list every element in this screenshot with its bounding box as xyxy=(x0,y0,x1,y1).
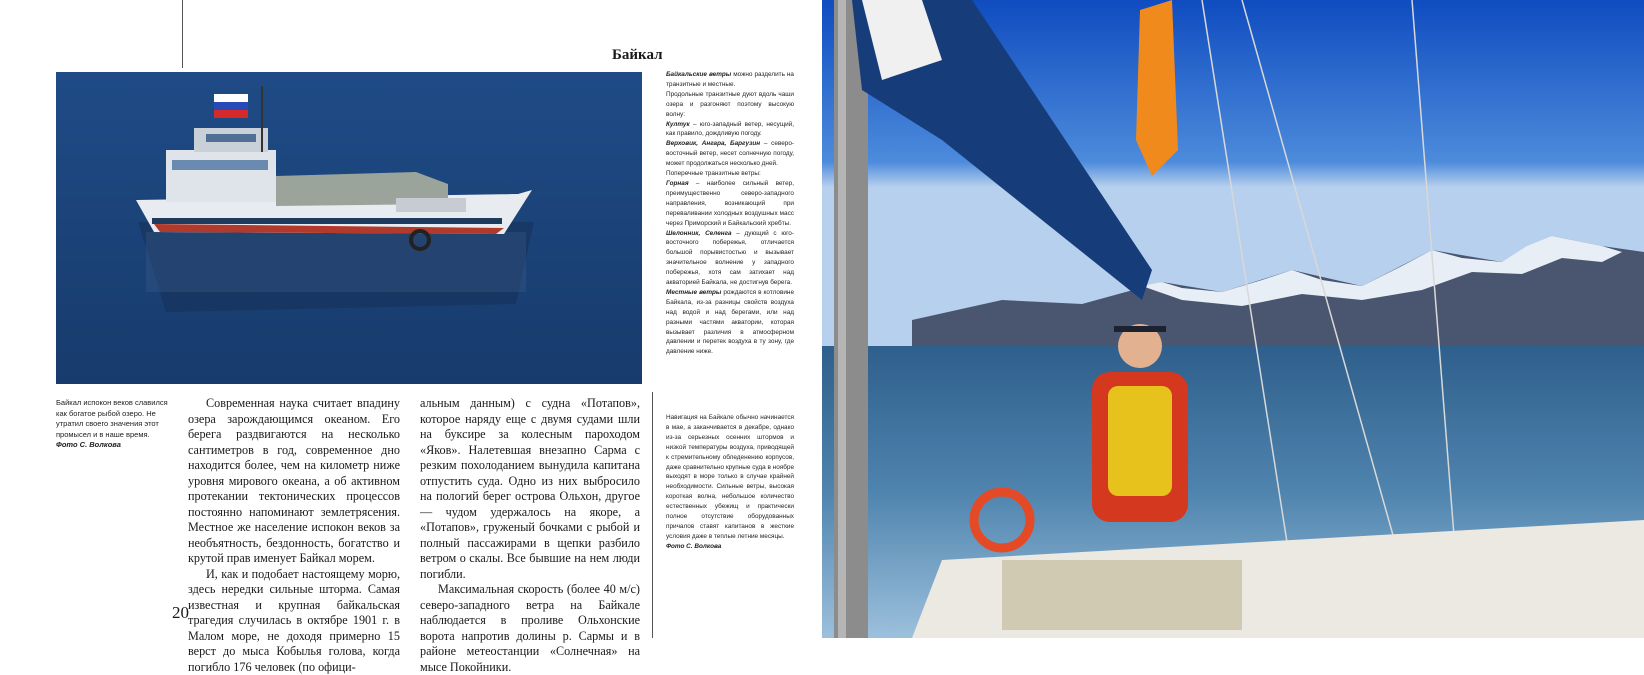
article-paragraph: Максимальная скорость (более 40 м/с) северо-западного ветра на Байкале наблюдается в проливе Ольхонские ворота напротив долины р. Сармы и в районе метеостанции «Солнечная» на мысе Покойники. xyxy=(420,582,640,675)
sidebar-text: – наиболее сильный ветер, преимущественно северо-западного направления, возникающий при переваливании холодных воздушных масс через Приморский и Байкальский хребты. xyxy=(666,180,794,227)
sidebar-text: Продольные транзитные дуют вдоль чаши озера и разгоняют поэтому высокую волну: xyxy=(666,90,794,120)
column-rule-bottom xyxy=(652,392,653,638)
photo-credit: Фото С. Волкова xyxy=(666,543,721,550)
page-number: 20 xyxy=(172,603,189,623)
sidebar-term: Шелонник, Селенга xyxy=(666,230,732,237)
caption-text: Байкал испокон веков славился как богатое рыбой озеро. Не утратил своего значения этот промысел и в наше время. xyxy=(56,398,168,439)
article-paragraph: И, как и подобает настоящему морю, здесь нередки сильные шторма. Самая известная и крупная байкальская трагедия случилась в октябре 1901 г. в Малом море, не доходя примерно 15 верст до мыса Кобылья голова, когда погибло 176 человек (по офици- xyxy=(188,567,400,675)
sidebar-text: Навигация на Байкале обычно начинается в мае, а заканчивается в декабре, однако из-за серьезных осенних штормов и низкой температуры воздуха, приводящей к стремительному обледенению корпусов, даже сравнительно крупные суда в ноябре выходят в море только в случае крайней необходимости. Сильные ветры, высокая короткая волна, небольшое количество естественных убежищ и практически полное отсутствие оборудованных причалов ставят капитанов в жесткие условия даже в теплые летние месяцы. xyxy=(666,414,794,540)
sidebar-text: – юго-западный ветер, несущий, как правило, дождливую погоду. xyxy=(666,121,794,138)
yacht-photo xyxy=(822,0,1644,638)
photo-caption xyxy=(56,398,176,451)
column-rule-top xyxy=(182,0,183,68)
sidebar-term: Байкальские ветры xyxy=(666,71,731,78)
sidebar-term: Местные ветры xyxy=(666,289,721,296)
article-paragraph: альным данным) с судна «Потапов», которое наряду еще с двумя судами шли на буксире за колесным пароходом «Яков». Налетевшая внезапно Сарма с резким похолоданием вынудила капитана отпустить суда. Одно из них выбросило на пологий берег острова Ольхон, другое — чудом удержалось на якоре, а «Потапов», груженый бочками с рыбой и полный пассажирами в щепки разбило ветром о скалы. Все бывшие на нем люди погибли. xyxy=(420,396,640,582)
sidebar-text: Поперечные транзитные ветры: xyxy=(666,169,794,179)
sidebar-term: Горная xyxy=(666,180,689,187)
sidebar-text: – северо-восточный ветер, несет солнечную погоду, может продолжаться несколько дней. xyxy=(666,140,794,167)
sidebar-navigation xyxy=(666,413,794,552)
sidebar-text: рождаются в котловине Байкала, из-за разницы свойств воздуха над водой и над берегами, или над разными частями акватории, которая вызывает различия в атмосферном давлении и перетек воздуха в ту зону, где давление ниже. xyxy=(666,289,794,355)
article-column-1 xyxy=(188,396,400,675)
page-title: Байкал xyxy=(612,47,663,64)
article-column-2 xyxy=(420,396,640,675)
sidebar-term: Верховик, Ангара, Баргузин xyxy=(666,140,760,147)
sidebar-text: можно разделить на транзитные и местные. xyxy=(666,71,794,88)
fishing-boat-photo xyxy=(56,72,642,384)
photo-credit: Фото С. Волкова xyxy=(56,440,121,449)
sidebar-text: – дующий с юго-восточного побережья, отличается большой порывистостью и вызывает значительное волнение у западного побережья, хотя сам затихает над акваторией Байкала, не достигнув берега. xyxy=(666,230,794,287)
sidebar-winds xyxy=(666,70,794,357)
article-paragraph: Современная наука считает впадину озера зарождающимся океаном. Его берега раздвигаются на несколько сантиметров в год, современное дно находится более, чем на километр ниже уровня мирового океана, а об активном протекании тектонических процессов постоянно напоминают землетрясения. Местное же население испокон веков за необъятность, бездонность, богатство и крутой прав именует Байкал морем. xyxy=(188,396,400,567)
sidebar-term: Култук xyxy=(666,121,690,128)
